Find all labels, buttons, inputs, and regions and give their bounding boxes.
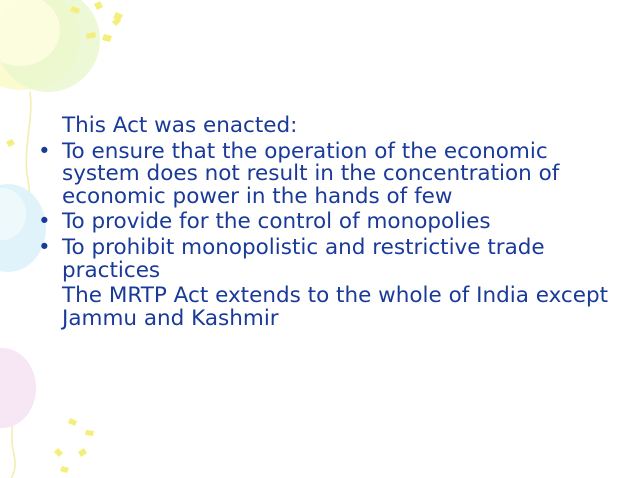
bullet-item	[34, 211, 624, 234]
bullet-glyph: •	[38, 234, 51, 260]
bullet-glyph: •	[38, 209, 51, 235]
bullet-glyph: •	[38, 138, 51, 164]
slide-content	[34, 115, 624, 333]
paragraph-text: To provide for the control of monopolies	[62, 209, 491, 235]
paragraph-text: To prohibit monopolistic and restrictive trade practices	[62, 234, 545, 283]
bullet-item	[34, 138, 624, 209]
paragraph-text: This Act was enacted:	[62, 113, 298, 138]
pink-balloon	[0, 348, 36, 428]
intro-line	[34, 115, 624, 138]
paragraph-text: To ensure that the operation of the economic system does not result in the concentration of economic power in the hands of few	[62, 138, 560, 209]
bullet-item	[34, 234, 624, 283]
closing-line	[34, 285, 624, 330]
paragraph-text: The MRTP Act extends to the whole of India except Jammu and Kashmir	[62, 283, 609, 331]
